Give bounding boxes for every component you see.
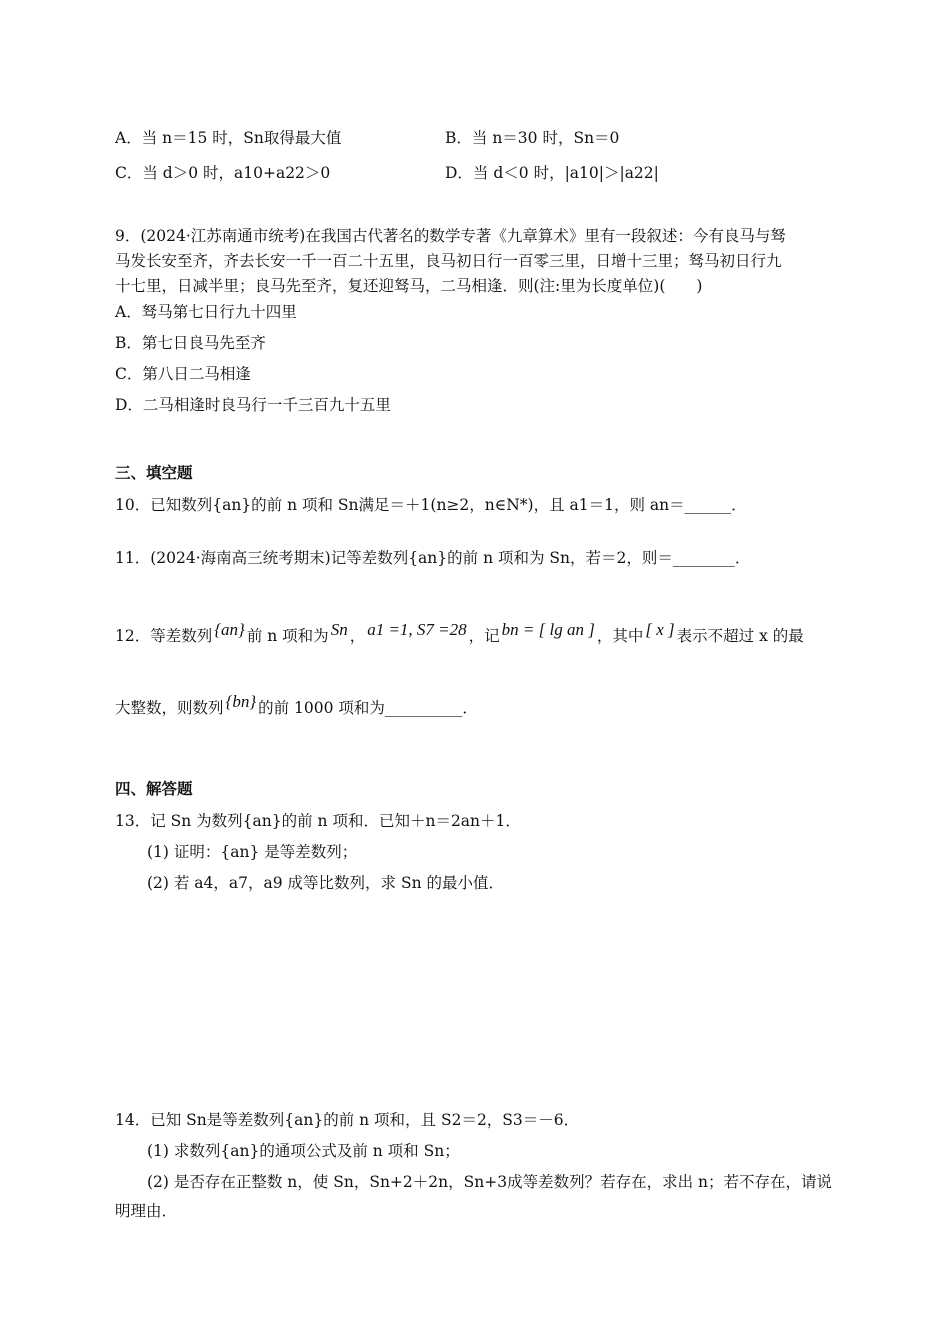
q9-stem-line2: 马发长安至齐，齐去长安一千一百二十五里，良马初日行一百零三里，日增十三里；驽马初日行九 <box>115 252 782 270</box>
q12-part3: ， <box>349 627 366 645</box>
q12-formula-bn: bn = [ lg an ] <box>501 620 595 639</box>
q9-option-c: C．第八日二马相逢 <box>115 365 251 383</box>
q13-stem: 13．记 Sn 为数列{an}的前 n 项和．已知＋n＝2an＋1． <box>115 812 521 830</box>
q9-stem-line3: 十七里，日减半里；良马先至齐，复还迎驽马，二马相逢．则(注:里为长度单位)( ) <box>115 277 703 295</box>
q12-formula-an: {an} <box>214 620 245 639</box>
q13-part2: (2) 若 a4，a7，a9 成等比数列，求 Sn 的最小值． <box>147 874 505 892</box>
q12-part4: ，记 <box>468 627 500 645</box>
q14-part1: (1) 求数列{an}的通项公式及前 n 项和 Sn； <box>147 1142 460 1160</box>
q9-option-a: A．驽马第七日行九十四里 <box>115 303 297 321</box>
q8-option-a: A．当 n＝15 时，Sn取得最大值 <box>115 129 342 147</box>
q9-option-b: B．第七日良马先至齐 <box>115 334 266 352</box>
q12-formula-sn: Sn <box>330 620 348 639</box>
q12-formula-bn-seq: {bn} <box>225 692 257 711</box>
q14-part2: (2) 是否存在正整数 n，使 Sn，Sn+2＋2n，Sn+3成等差数列？若存在，求出 n；若不存在，请说 <box>147 1173 832 1191</box>
q12-part1: 12．等差数列 <box>115 627 213 645</box>
q9-option-d: D．二马相逢时良马行一千三百九十五里 <box>115 396 391 414</box>
q8-option-c: C．当 d＞0 时，a10+a22＞0 <box>115 164 331 182</box>
q9-stem-line1: 9．(2024·江苏南通市统考)在我国古代著名的数学专著《九章算术》里有一段叙述：今有良马与驽 <box>115 227 786 245</box>
q12-line2-part2: 的前 1000 项和为__________． <box>258 699 478 717</box>
q12-part5: ，其中 <box>596 627 644 645</box>
q12-part6: 表示不超过 x 的最 <box>676 627 804 645</box>
q14-part2-continued: 明理由． <box>115 1202 178 1220</box>
q13-part1: (1) 证明：{an} 是等差数列； <box>147 843 358 861</box>
q12-line2 <box>115 692 835 718</box>
q12-line2-part1: 大整数，则数列 <box>115 699 224 717</box>
q8-option-d: D．当 d＜0 时，|a10|＞|a22| <box>445 164 659 182</box>
section-heading-fill-in: 三、填空题 <box>115 463 193 482</box>
q12-formula-conditions: a1 =1, S7 =28 <box>367 620 467 639</box>
q14-stem: 14．已知 Sn是等差数列{an}的前 n 项和，且 S2＝2，S3＝－6． <box>115 1111 580 1129</box>
q12-part2: 前 n 项和为 <box>246 627 329 645</box>
q11-text: 11．(2024·海南高三统考期末)记等差数列{an}的前 n 项和为 Sn，若＝2，则＝________． <box>115 549 751 567</box>
q12-line1 <box>115 620 835 646</box>
q8-option-b: B．当 n＝30 时，Sn＝0 <box>445 129 620 147</box>
q12-formula-floor: [ x ] <box>645 620 675 639</box>
section-heading-solutions: 四、解答题 <box>115 779 193 798</box>
q10-text: 10．已知数列{an}的前 n 项和 Sn满足＝＋1(n≥2，n∈N*)，且 a1＝1，则 an＝______． <box>115 496 747 514</box>
